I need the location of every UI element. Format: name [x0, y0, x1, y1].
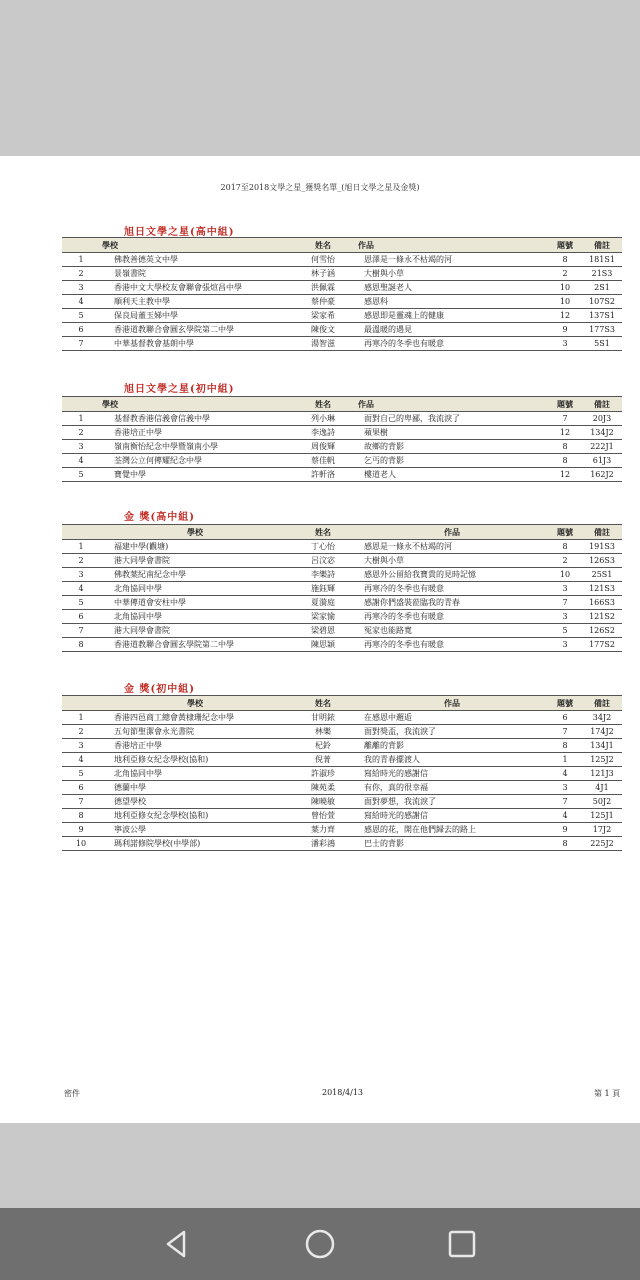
table-cell: 1: [62, 540, 100, 554]
award-table: [62, 524, 622, 652]
table-row: [62, 323, 622, 337]
table-cell: 8: [548, 440, 582, 454]
column-header: 姓名: [290, 696, 356, 711]
table-cell: 4: [548, 767, 582, 781]
table-cell: 3: [548, 582, 582, 596]
table-cell: 6: [62, 323, 100, 337]
table-cell: 2: [548, 267, 582, 281]
table-row: [62, 568, 622, 582]
table-cell: 12: [548, 468, 582, 482]
table-row: [62, 795, 622, 809]
table-cell: 4: [62, 582, 100, 596]
table-cell: 離離的背影: [356, 739, 548, 753]
table-cell: 7: [62, 795, 100, 809]
table-cell: 10: [548, 568, 582, 582]
table-cell: 134J1: [582, 739, 622, 753]
table-cell: 10: [548, 281, 582, 295]
table-cell: 137S1: [582, 309, 622, 323]
section-title: 旭日文學之星(高中組): [124, 227, 235, 238]
table-cell: 蔡仲豪: [290, 295, 356, 309]
column-header: 作品: [356, 397, 548, 412]
table-cell: 感恩的花，開在他們歸去的路上: [356, 823, 548, 837]
table-cell: 五旬節聖潔會永光書院: [100, 725, 290, 739]
table-cell: 50J2: [582, 795, 622, 809]
table-cell: 冤家也能路寬: [356, 624, 548, 638]
column-header: 學校: [100, 525, 290, 540]
table-row: [62, 454, 622, 468]
section-title: 旭日文學之星(初中組): [124, 384, 235, 395]
table-cell: 瑪利諾修院學校(中學部): [100, 837, 290, 851]
table-row: [62, 468, 622, 482]
table-row: [62, 337, 622, 351]
table-cell: 4J1: [582, 781, 622, 795]
table-cell: 港大同學會書院: [100, 624, 290, 638]
table-cell: 10: [62, 837, 100, 851]
table-cell: 寧波公學: [100, 823, 290, 837]
table-cell: 寫給時光的感謝信: [356, 809, 548, 823]
table-cell: 感恩聖誕老人: [356, 281, 548, 295]
column-header: 學校: [100, 238, 290, 253]
table-cell: 感謝你們盛裝蒞臨我的青春: [356, 596, 548, 610]
table-cell: 134J2: [582, 426, 622, 440]
table-cell: 9: [62, 823, 100, 837]
table-cell: 7: [548, 795, 582, 809]
table-cell: 感恩即是靈魂上的健康: [356, 309, 548, 323]
column-header: 備註: [582, 397, 622, 412]
table-cell: 恩澤是一條永不枯竭的河: [356, 253, 548, 267]
table-cell: 162J2: [582, 468, 622, 482]
table-cell: 1: [62, 412, 100, 426]
table-row: [62, 809, 622, 823]
table-cell: 9: [548, 823, 582, 837]
table-cell: 3: [548, 638, 582, 652]
column-header: 題號: [548, 238, 582, 253]
home-icon[interactable]: [302, 1226, 338, 1262]
table-row: [62, 610, 622, 624]
table-cell: 25S1: [582, 568, 622, 582]
table-cell: 最溫暖的遇見: [356, 323, 548, 337]
table-cell: 感恩外公留給我寶貴的見時記憶: [356, 568, 548, 582]
column-header: [62, 238, 100, 253]
column-header: 學校: [100, 397, 290, 412]
table-cell: 1: [548, 753, 582, 767]
document-page: [0, 156, 640, 1123]
table-row: [62, 823, 622, 837]
table-cell: 洪佩霖: [290, 281, 356, 295]
column-header: 作品: [356, 696, 548, 711]
award-table: [62, 237, 622, 351]
table-cell: 李樂詩: [290, 568, 356, 582]
table-cell: 面對自己的卑鄙，我流淚了: [356, 412, 548, 426]
table-cell: 5: [62, 309, 100, 323]
table-cell: 巴士的背影: [356, 837, 548, 851]
table-cell: 7: [62, 624, 100, 638]
table-cell: 湯智滋: [290, 337, 356, 351]
table-cell: 北角協同中學: [100, 767, 290, 781]
table-cell: 17J2: [582, 823, 622, 837]
column-header: 備註: [582, 238, 622, 253]
table-cell: 再寒冷的冬季也有暖意: [356, 638, 548, 652]
table-cell: 8: [62, 638, 100, 652]
table-cell: 佛教善德英文中學: [100, 253, 290, 267]
table-cell: 177S2: [582, 638, 622, 652]
table-cell: 面對夢想，我流淚了: [356, 795, 548, 809]
table-cell: 嶺南衡怡紀念中學暨嶺南小學: [100, 440, 290, 454]
table-cell: 121J3: [582, 767, 622, 781]
table-cell: 107S2: [582, 295, 622, 309]
table-cell: 樓道老人: [356, 468, 548, 482]
table-cell: 中華傳道會安柱中學: [100, 596, 290, 610]
table-cell: 2: [62, 554, 100, 568]
table-row: [62, 295, 622, 309]
table-row: [62, 725, 622, 739]
table-row: [62, 440, 622, 454]
table-cell: 174J2: [582, 725, 622, 739]
table-row: [62, 412, 622, 426]
table-row: [62, 540, 622, 554]
column-header: 備註: [582, 696, 622, 711]
table-cell: 曾怡萱: [290, 809, 356, 823]
footer-confidential: 密件: [64, 1089, 80, 1098]
table-cell: 港大同學會書院: [100, 554, 290, 568]
recents-icon[interactable]: [444, 1226, 480, 1262]
table-cell: 222J1: [582, 440, 622, 454]
table-cell: 2: [548, 554, 582, 568]
table-cell: 蘋果樹: [356, 426, 548, 440]
table-cell: 倪菁: [290, 753, 356, 767]
table-cell: 4: [62, 753, 100, 767]
award-table: [62, 396, 622, 482]
column-header: 題號: [548, 696, 582, 711]
footer-page-number: 第 1 頁: [594, 1089, 621, 1098]
section-title: 金 獎(高中組): [124, 512, 195, 523]
table-cell: 有你，真的很幸福: [356, 781, 548, 795]
android-navigation-bar: [0, 1208, 640, 1280]
table-cell: 6: [62, 610, 100, 624]
table-cell: 191S3: [582, 540, 622, 554]
table-cell: 2S1: [582, 281, 622, 295]
table-cell: 4: [548, 809, 582, 823]
table-cell: 地利亞修女紀念學校(協和): [100, 753, 290, 767]
table-row: [62, 781, 622, 795]
column-header: 備註: [582, 525, 622, 540]
table-cell: 225J2: [582, 837, 622, 851]
table-cell: 1: [62, 253, 100, 267]
table-cell: 故鄉的背影: [356, 440, 548, 454]
table-cell: 12: [548, 309, 582, 323]
table-cell: 荃灣公立何傳耀紀念中學: [100, 454, 290, 468]
table-header-row: [62, 525, 622, 540]
table-row: [62, 267, 622, 281]
table-cell: 5: [62, 596, 100, 610]
table-cell: 3: [62, 739, 100, 753]
table-cell: 5: [62, 767, 100, 781]
table-cell: 121S3: [582, 582, 622, 596]
table-cell: 潘彩鴻: [290, 837, 356, 851]
table-row: [62, 281, 622, 295]
table-cell: 181S1: [582, 253, 622, 267]
table-cell: 7: [548, 725, 582, 739]
table-cell: 61J3: [582, 454, 622, 468]
footer-date: 2018/4/13: [322, 1088, 364, 1097]
table-cell: 再寒冷的冬季也有暖意: [356, 337, 548, 351]
table-cell: 125J2: [582, 753, 622, 767]
table-cell: 許淑珍: [290, 767, 356, 781]
table-cell: 1: [62, 711, 100, 725]
back-icon[interactable]: [160, 1226, 196, 1262]
table-cell: 6: [62, 781, 100, 795]
table-cell: 感恩科: [356, 295, 548, 309]
table-cell: 大樹與小草: [356, 554, 548, 568]
table-cell: 21S3: [582, 267, 622, 281]
column-header: 姓名: [290, 525, 356, 540]
table-cell: 香港培正中學: [100, 426, 290, 440]
table-cell: 林樂: [290, 725, 356, 739]
table-cell: 在感恩中邂逅: [356, 711, 548, 725]
table-cell: 8: [548, 837, 582, 851]
table-header-row: [62, 238, 622, 253]
table-cell: 德望學校: [100, 795, 290, 809]
table-row: [62, 596, 622, 610]
table-cell: 列小琳: [290, 412, 356, 426]
table-cell: 166S3: [582, 596, 622, 610]
table-cell: 125J1: [582, 809, 622, 823]
table-cell: 基督教香港信義會信義中學: [100, 412, 290, 426]
table-cell: 佛教葉紀南紀念中學: [100, 568, 290, 582]
table-cell: 7: [548, 596, 582, 610]
table-row: [62, 582, 622, 596]
table-row: [62, 711, 622, 725]
column-header: [62, 397, 100, 412]
table-cell: 5S1: [582, 337, 622, 351]
table-cell: 陳曉敏: [290, 795, 356, 809]
table-cell: 杞鈴: [290, 739, 356, 753]
table-row: [62, 739, 622, 753]
table-cell: 北角協同中學: [100, 582, 290, 596]
table-cell: 5: [548, 624, 582, 638]
table-cell: 我的青春擺渡人: [356, 753, 548, 767]
table-cell: 再寒冷的冬季也有暖意: [356, 582, 548, 596]
table-header-row: [62, 397, 622, 412]
table-cell: 香港中文大學校友會聯會張煊昌中學: [100, 281, 290, 295]
table-cell: 9: [548, 323, 582, 337]
table-cell: 大樹與小草: [356, 267, 548, 281]
column-header: [62, 696, 100, 711]
table-cell: 施鈺輝: [290, 582, 356, 596]
table-cell: 北角協同中學: [100, 610, 290, 624]
table-cell: 許軒洛: [290, 468, 356, 482]
table-cell: 順利天主教中學: [100, 295, 290, 309]
table-cell: 面對獎盃，我流淚了: [356, 725, 548, 739]
table-cell: 8: [62, 809, 100, 823]
table-cell: 乞丐的背影: [356, 454, 548, 468]
table-cell: 德蘭中學: [100, 781, 290, 795]
table-cell: 12: [548, 426, 582, 440]
table-cell: 8: [548, 253, 582, 267]
table-row: [62, 753, 622, 767]
table-cell: 再寒冷的冬季也有暖意: [356, 610, 548, 624]
table-cell: 甘明銥: [290, 711, 356, 725]
table-row: [62, 309, 622, 323]
table-cell: 3: [62, 281, 100, 295]
table-row: [62, 767, 622, 781]
column-header: 姓名: [290, 397, 356, 412]
viewer-background: [0, 1123, 640, 1208]
table-cell: 3: [548, 781, 582, 795]
table-cell: 121S2: [582, 610, 622, 624]
table-row: [62, 253, 622, 267]
table-cell: 3: [548, 610, 582, 624]
column-header: 題號: [548, 525, 582, 540]
table-cell: 2: [62, 725, 100, 739]
table-cell: 林子涵: [290, 267, 356, 281]
table-cell: 4: [62, 454, 100, 468]
award-table: [62, 695, 622, 851]
table-cell: 3: [62, 568, 100, 582]
table-row: [62, 638, 622, 652]
column-header: 題號: [548, 397, 582, 412]
table-cell: 周俊輝: [290, 440, 356, 454]
table-cell: 保良局董玉娣中學: [100, 309, 290, 323]
section-title: 金 獎(初中組): [124, 684, 195, 695]
table-cell: 6: [548, 711, 582, 725]
table-cell: 7: [548, 412, 582, 426]
table-cell: 蔡佳帆: [290, 454, 356, 468]
column-header: 作品: [356, 238, 548, 253]
column-header: 學校: [100, 696, 290, 711]
table-cell: 香港道教聯合會圓玄學院第二中學: [100, 323, 290, 337]
table-cell: 丁心怡: [290, 540, 356, 554]
table-cell: 3: [548, 337, 582, 351]
table-cell: 2: [62, 267, 100, 281]
table-cell: 夏漪庭: [290, 596, 356, 610]
table-cell: 葉力齊: [290, 823, 356, 837]
table-cell: 呂汶宓: [290, 554, 356, 568]
table-row: [62, 554, 622, 568]
table-cell: 香港培正中學: [100, 739, 290, 753]
table-cell: 陳俊文: [290, 323, 356, 337]
table-cell: 4: [62, 295, 100, 309]
table-cell: 8: [548, 454, 582, 468]
table-cell: 景嶺書院: [100, 267, 290, 281]
table-cell: 177S3: [582, 323, 622, 337]
column-header: 作品: [356, 525, 548, 540]
table-cell: 中華基督教會基朗中學: [100, 337, 290, 351]
table-cell: 梁家愉: [290, 610, 356, 624]
table-header-row: [62, 696, 622, 711]
table-cell: 2: [62, 426, 100, 440]
table-cell: 10: [548, 295, 582, 309]
table-cell: 7: [62, 337, 100, 351]
table-cell: 5: [62, 468, 100, 482]
table-cell: 8: [548, 540, 582, 554]
table-cell: 地利亞修女紀念學校(協和): [100, 809, 290, 823]
table-cell: 寫給時光的感謝信: [356, 767, 548, 781]
table-cell: 梁碧恩: [290, 624, 356, 638]
table-cell: 香港道教聯合會圓玄學院第二中學: [100, 638, 290, 652]
table-cell: 126S2: [582, 624, 622, 638]
table-row: [62, 426, 622, 440]
column-header: [62, 525, 100, 540]
table-cell: 福建中學(觀塘): [100, 540, 290, 554]
table-cell: 梁家希: [290, 309, 356, 323]
table-cell: 20J3: [582, 412, 622, 426]
table-row: [62, 624, 622, 638]
top-status-area: [0, 0, 640, 156]
table-cell: 何雪怡: [290, 253, 356, 267]
table-cell: 3: [62, 440, 100, 454]
column-header: 姓名: [290, 238, 356, 253]
table-cell: 香港四邑商工總會黃棣珊紀念中學: [100, 711, 290, 725]
table-cell: 8: [548, 739, 582, 753]
table-cell: 34J2: [582, 711, 622, 725]
document-title: 2017至2018文學之星_獲獎名單_(旭日文學之星及金獎): [220, 183, 420, 192]
table-cell: 李逸詩: [290, 426, 356, 440]
table-cell: 陳思穎: [290, 638, 356, 652]
table-row: [62, 837, 622, 851]
table-cell: 感恩是一條永不枯竭的河: [356, 540, 548, 554]
table-cell: 陳苑柔: [290, 781, 356, 795]
table-cell: 126S3: [582, 554, 622, 568]
table-cell: 寶覺中學: [100, 468, 290, 482]
